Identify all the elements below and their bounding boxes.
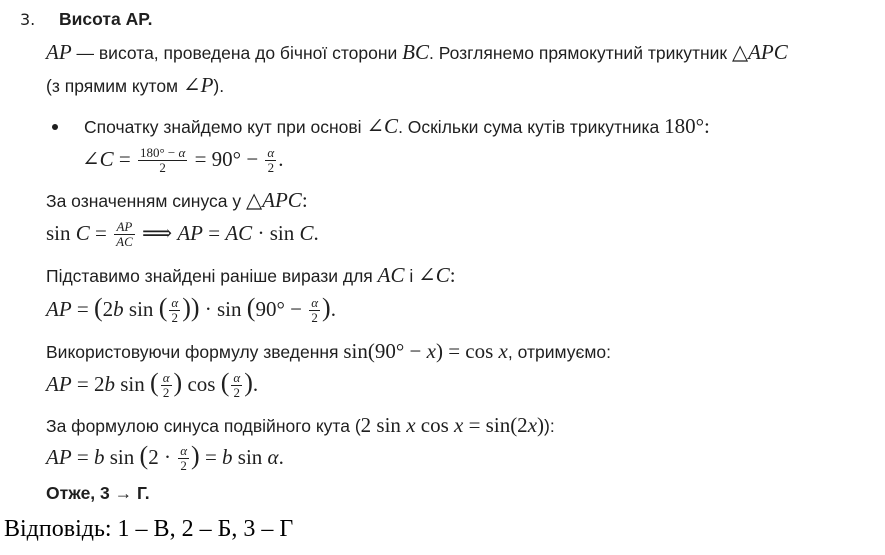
substitute-text: Підставимо знайдені раніше вирази для xyxy=(46,266,378,286)
intro-text-2: . Розглянемо прямокутний трикутник xyxy=(428,43,732,63)
fraction-alpha-half-2: $\frac{\alpha}{2}$ xyxy=(171,294,179,325)
reduction-label: Використовуючи формулу зведення sin(90° − x) = cos x, отримуємо: xyxy=(46,339,612,363)
intro-text-1: — висота, проведена до бічної сторони xyxy=(71,43,403,63)
substitute-formula: AP = (2b sin ( $\frac{\alpha}{2}$ )) · sin (90° − $\frac{\alpha}{2}$ ). xyxy=(46,293,336,325)
fraction-alpha-half-4: $\frac{\alpha}{2}$ xyxy=(162,369,170,400)
reduction-text: Використовуючи формулу зведення xyxy=(46,342,344,362)
fraction-angle: $\frac{180^\circ - \alpha}{2}$ xyxy=(139,144,186,175)
conclusion-text: Отже, 3 → Г. xyxy=(46,483,150,503)
double-angle-formula: AP = b sin (2 · $\frac{\alpha}{2}$ ) = b sin α. xyxy=(46,441,284,473)
fraction-alpha-half-3: $\frac{\alpha}{2}$ xyxy=(311,294,319,325)
fraction-alpha-half-5: $\frac{\alpha}{2}$ xyxy=(233,369,241,400)
fraction-alpha-half-6: $\frac{\alpha}{2}$ xyxy=(180,442,188,473)
fraction-ap-ac: $\frac{AP}{AC}$ xyxy=(116,218,133,249)
reduction-text-2: , отримуємо: xyxy=(507,342,612,362)
bullet-text-1: Спочатку знайдемо кут при основі xyxy=(84,117,367,137)
intro-line-2: (з прямим кутом ∠P). xyxy=(46,73,225,97)
bullet-dot xyxy=(52,124,58,130)
reduction-formula: AP = 2b sin ( $\frac{\alpha}{2}$ ) cos ( $\frac{\alpha}{2}$ ). xyxy=(46,368,259,400)
section-heading xyxy=(20,7,152,32)
intro-text-4: ). xyxy=(213,76,225,96)
angle-c-formula: ∠C = $\frac{180^\circ - \alpha}{2}$ = 90° − $\frac{\alpha}{2}$ . xyxy=(82,144,284,175)
intro-text-3: (з прямим кутом xyxy=(46,76,183,96)
section-title: Висота AP. xyxy=(59,9,153,29)
double-angle-label: За формулою синуса подвійного кута (2 sin x cos x = sin(2x)): xyxy=(46,413,555,437)
sine-text: За означенням синуса у xyxy=(46,191,246,211)
bullet-text-2: . Оскільки сума кутів трикутника xyxy=(398,117,665,137)
final-answer: Відповідь: 1 – В, 2 – Б, 3 – Г xyxy=(4,516,294,542)
section-number: 3. xyxy=(20,10,36,29)
double-angle-text: За формулою синуса подвійного кута ( xyxy=(46,416,361,436)
sine-definition-label: За означенням синуса у △APC: xyxy=(46,188,308,212)
intro-line-1: AP — висота, проведена до бічної сторони BC. Розглянемо прямокутний трикутник △APC xyxy=(46,40,788,64)
substitute-conj: і xyxy=(404,266,419,286)
sine-formula: sin C = $\frac{AP}{AC}$ ⟹ AP = AC · sin C. xyxy=(46,218,319,249)
bullet-line: Спочатку знайдемо кут при основі ∠C. Оскільки сума кутів трикутника 180°: xyxy=(84,114,710,138)
substitute-label: Підставимо знайдені раніше вирази для AC і ∠C: xyxy=(46,263,456,287)
conclusion xyxy=(46,481,150,505)
fraction-alpha-half: $\frac{\alpha}{2}$ xyxy=(267,144,275,175)
